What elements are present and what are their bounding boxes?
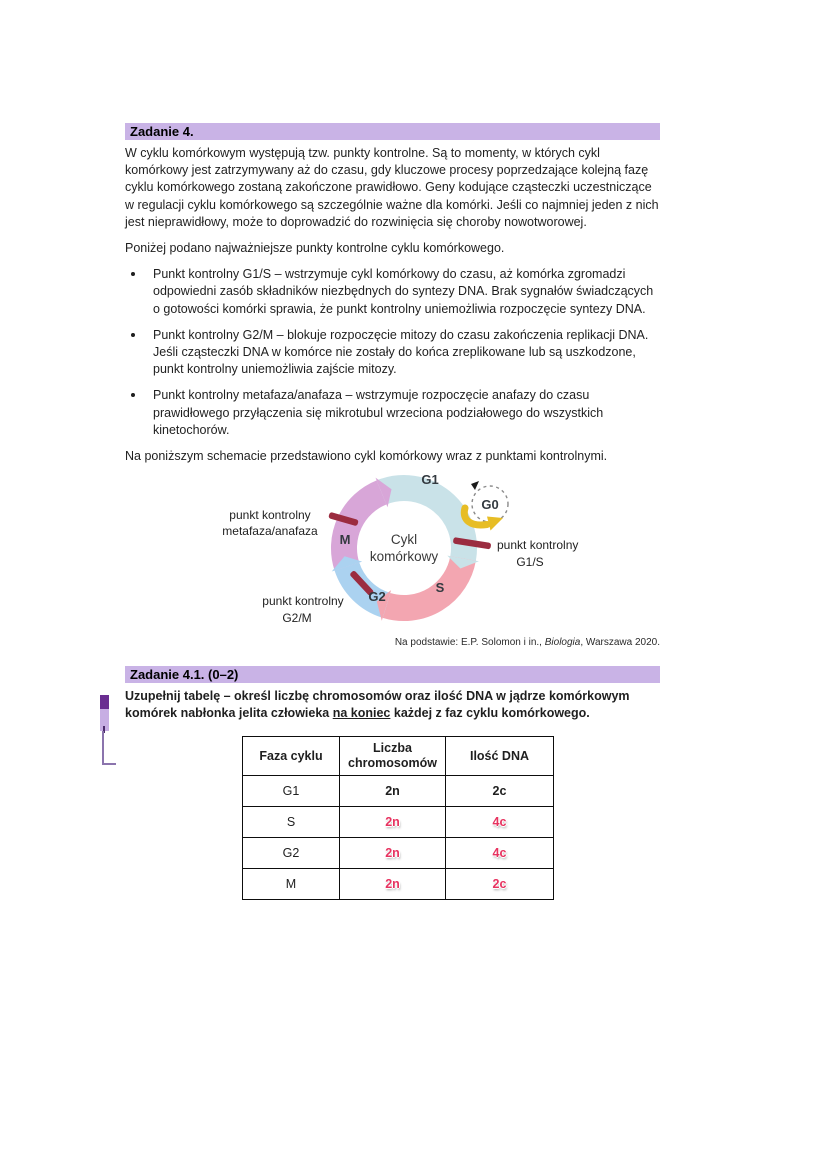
checkpoint-list	[125, 266, 660, 439]
task4-intro-paragraph: W cyklu komórkowym występują tzw. punkty kontrolne. Są to momenty, w których cykl komórkowy jest zatrzymywany aż do czasu, gdy kluczowe procesy poprzedzające kolejną fazę cyklu komórkowego zostaną zakończone prawidłowo. Geny kodujące cząsteczki uczestniczące w regulacji cyklu komórkowego są szczególnie ważne dla komórki. Jeśli co najmniej jeden z nich jest nieprawidłowy, może to doprowadzić do rozwinięcia się choroby nowotworowej.	[125, 146, 659, 229]
phase-cell: G2	[243, 838, 340, 869]
bullet-icon	[131, 333, 135, 337]
metaphase-checkpoint-label-line1: punkt kontrolny	[229, 508, 311, 523]
instruction-text: Uzupełnij tabelę – określ liczbę chromosomów oraz ilość DNA w jądrze komórkowym komórek nabłonka jelita człowieka	[125, 689, 630, 720]
list-item	[125, 327, 660, 379]
annotation-bracket-line	[102, 731, 116, 765]
diagram-title-line2: komórkowy	[369, 549, 439, 565]
g2m-checkpoint-label-line1: punkt kontrolny	[262, 594, 344, 609]
checkpoint-g1s-text: Punkt kontrolny G1/S – wstrzymuje cykl komórkowy do czasu, aż komórka zgromadzi odpowiedni zasób składników niezbędnych do syntezy DNA. Brak sygnałów świadczących o gotowości komórki sprawia, że punkt kontrolny uniemożliwia rozpoczęcie syntezy DNA.	[153, 267, 654, 316]
chromosomes-answer-cell[interactable]: 2n	[340, 807, 446, 838]
phase-cell: S	[243, 807, 340, 838]
column-header-chromosomes: Liczba chromosomów	[340, 737, 446, 776]
cell-cycle-table	[242, 736, 554, 900]
column-header-dna: Ilość DNA	[446, 737, 554, 776]
checkpoint-metaphase-text: Punkt kontrolny metafaza/anafaza – wstrzymuje rozpoczęcie anafazy do czasu prawidłowego przyłączenia się mikrotubul wrzeciona podziałowego do wszystkich kinetochorów.	[153, 388, 604, 437]
g0-yellow-arrowhead-icon	[487, 517, 503, 531]
source-attribution	[125, 637, 660, 649]
task4-list-intro: Poniżej podano najważniejsze punkty kontrolne cyklu komórkowego.	[125, 241, 505, 256]
label-s: S	[435, 580, 445, 596]
table-row	[243, 776, 554, 807]
chromosomes-answer-cell[interactable]: 2n	[340, 869, 446, 900]
list-item	[125, 387, 660, 439]
g2m-checkpoint-label-line2: G2/M	[282, 611, 312, 626]
metaphase-checkpoint-label-line2: metafaza/anafaza	[222, 524, 318, 539]
checkpoint-g2m-text: Punkt kontrolny G2/M – blokuje rozpoczęcie mitozy do czasu zakończenia replikacji DNA. Jeśli cząsteczki DNA w komórce nie zostały do końca zreplikowane lub są uszkodzone, punkt kontrolny uniemożliwia zajście mitozy.	[153, 327, 649, 377]
table-header-row	[243, 737, 554, 776]
chromosomes-cell-printed: 2n	[340, 776, 446, 807]
phase-cell: M	[243, 869, 340, 900]
ring-segment-s	[387, 559, 464, 609]
document-content	[125, 123, 660, 900]
ring-segment-g1	[382, 488, 465, 558]
phase-cell: G1	[243, 776, 340, 807]
margin-annotation-marker	[100, 695, 118, 770]
bullet-icon	[131, 272, 135, 276]
g1s-checkpoint-label-line2: G1/S	[516, 555, 544, 570]
diagram-title-line1: Cykl	[390, 532, 418, 548]
task41-header: Zadanie 4.1. (0–2)	[125, 666, 660, 683]
table-row	[243, 869, 554, 900]
instruction-text-end: każdej z faz cyklu komórkowego.	[390, 705, 590, 720]
g0-circle-arrowhead-icon	[471, 481, 479, 490]
label-g1: G1	[421, 472, 439, 488]
annotation-highlight-light	[100, 709, 109, 731]
table-row	[243, 838, 554, 869]
label-g2: G2	[368, 589, 386, 605]
column-header-phase: Faza cyklu	[243, 737, 340, 776]
annotation-highlight-dark	[100, 695, 109, 709]
attribution-book-title: Biologia	[544, 637, 581, 649]
dna-answer-cell[interactable]: 4c	[446, 807, 554, 838]
dna-answer-cell[interactable]: 4c	[446, 838, 554, 869]
list-item	[125, 266, 660, 318]
task4-schema-intro: Na poniższym schemacie przedstawiono cykl komórkowy wraz z punktami kontrolnymi.	[125, 449, 608, 464]
task4-header: Zadanie 4.	[125, 123, 660, 140]
label-m: M	[339, 532, 351, 548]
label-g0: G0	[481, 497, 499, 513]
bullet-icon	[131, 393, 135, 397]
task41-instruction	[125, 688, 660, 721]
attribution-suffix: , Warszawa 2020.	[580, 637, 660, 649]
cell-cycle-diagram	[125, 467, 660, 637]
dna-cell-printed: 2c	[446, 776, 554, 807]
attribution-text: Na podstawie: E.P. Solomon i in.,	[394, 637, 545, 649]
g1s-checkpoint-label-line1: punkt kontrolny	[497, 538, 579, 553]
chromosomes-answer-cell[interactable]: 2n	[340, 838, 446, 869]
dna-answer-cell[interactable]: 2c	[446, 869, 554, 900]
table-row	[243, 807, 554, 838]
instruction-underlined-text: na koniec	[332, 705, 391, 720]
